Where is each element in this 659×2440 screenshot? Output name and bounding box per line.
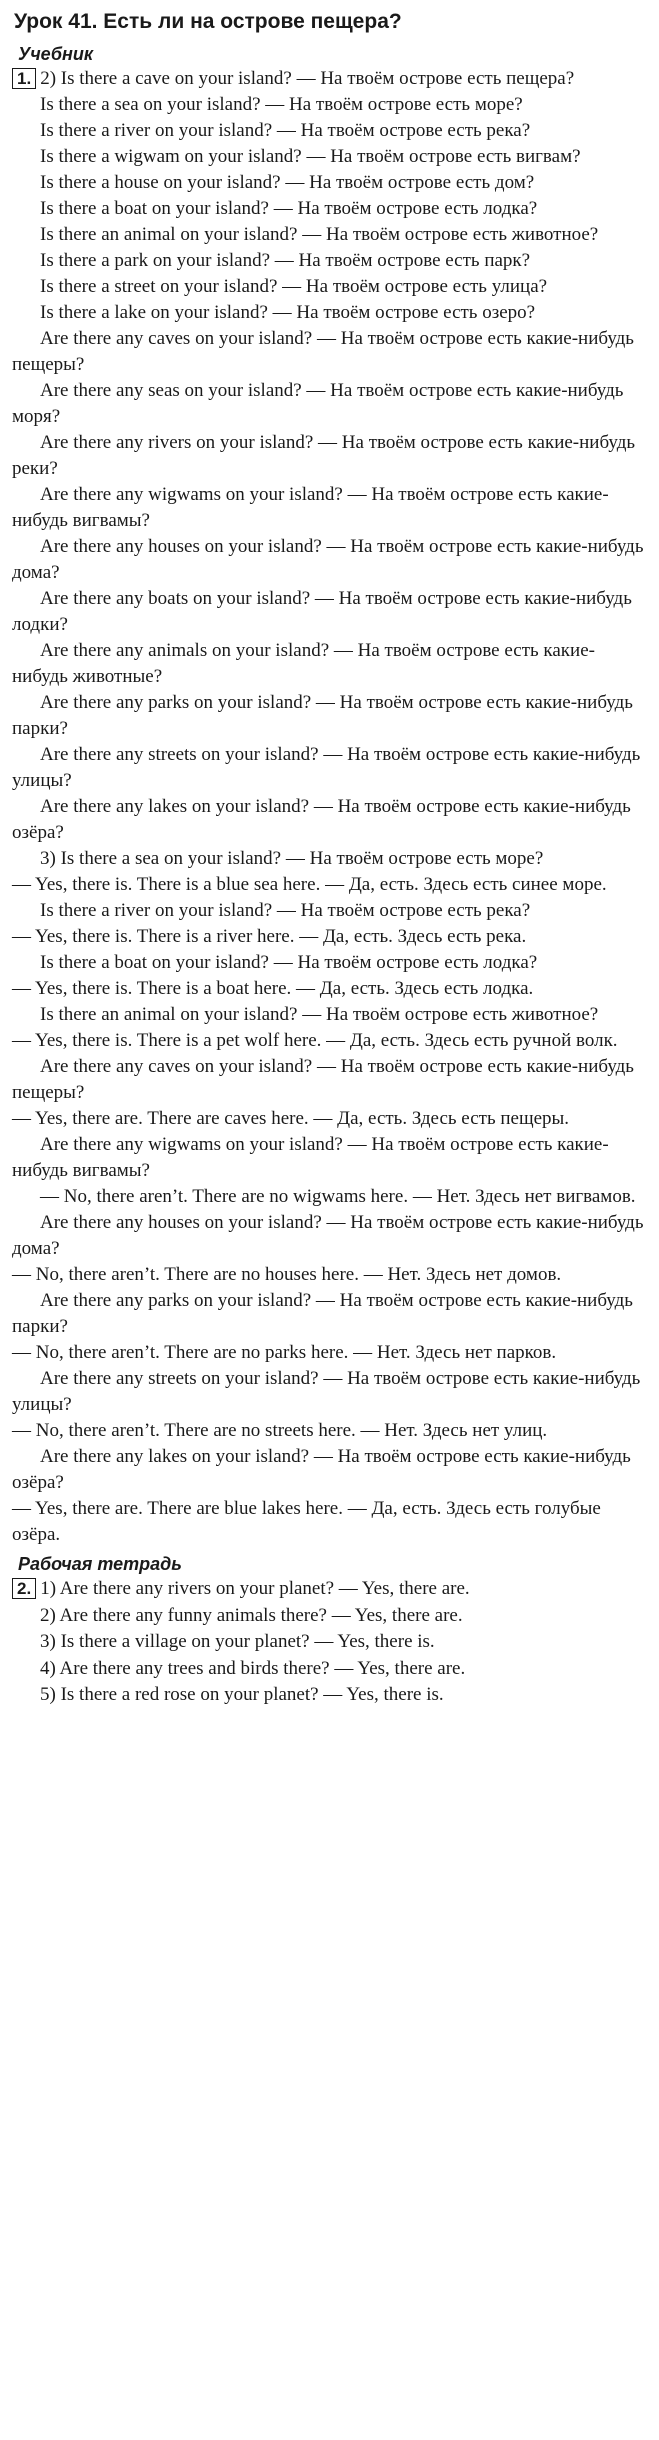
paragraph-text: Is there a sea on your island? — На твоём острове есть море?	[40, 94, 523, 115]
question-paragraph	[12, 1184, 649, 1210]
paragraph-text: Is there a river on your island? — На твоём острове есть река?	[40, 120, 531, 141]
question-paragraph	[12, 534, 649, 586]
paragraph-text: 1) Are there any rivers on your planet? — Yes, there are.	[40, 1578, 470, 1599]
paragraph-text: 4) Are there any trees and birds there? — Yes, there are.	[40, 1657, 466, 1679]
paragraph-text: Is there an animal on your island? — На твоём острове есть животное?	[40, 1004, 599, 1025]
paragraph-text: — Yes, there is. There is a pet wolf here. — Да, есть. Здесь есть ручной волк.	[12, 1030, 618, 1051]
paragraph-text: Are there any caves on your island? — На твоём острове есть какие-нибудь пещеры?	[12, 328, 634, 375]
paragraph-text: Is there a river on your island? — На твоём острове есть река?	[40, 900, 531, 921]
workbook-section-label: Рабочая тетрадь	[18, 1554, 182, 1574]
paragraph-text: Are there any wigwams on your island? — На твоём острове есть какие-нибудь вигвамы?	[12, 484, 609, 531]
paragraph-text: Is there a boat on your island? — На твоём острове есть лодка?	[40, 198, 538, 219]
paragraph-text: — Yes, there are. There are caves here. — Да, есть. Здесь есть пещеры.	[12, 1108, 570, 1129]
workbook-exercise	[12, 1576, 649, 1709]
paragraph-text: Is there a wigwam on your island? — На твоём острове есть вигвам?	[40, 146, 581, 167]
paragraph-text: Are there any rivers on your island? — На твоём острове есть какие-нибудь реки?	[12, 432, 636, 479]
question-paragraph	[12, 170, 649, 196]
paragraph-text: Is there an animal on your island? — На твоём острове есть животное?	[40, 224, 599, 245]
answer-paragraph	[12, 1496, 649, 1548]
question-paragraph	[12, 300, 649, 326]
question-paragraph	[12, 1444, 649, 1496]
paragraph-text: Is there a boat on your island? — На твоём острове есть лодка?	[40, 952, 538, 973]
lesson-title: Урок 41. Есть ли на острове пещера?	[14, 10, 402, 33]
paragraph-text: — No, there aren’t. There are no houses here. — Нет. Здесь нет домов.	[12, 1264, 562, 1285]
paragraph-text: Are there any seas on your island? — На твоём острове есть какие-нибудь моря?	[12, 380, 624, 427]
question-paragraph	[12, 1576, 649, 1603]
answer-paragraph	[12, 976, 649, 1002]
paragraph-text: Are there any parks on your island? — На твоём острове есть какие-нибудь парки?	[12, 692, 633, 739]
question-paragraph	[12, 66, 649, 92]
question-paragraph	[12, 118, 649, 144]
question-paragraph	[12, 92, 649, 118]
paragraph-text: Are there any streets on your island? — На твоём острове есть какие-нибудь улицы?	[12, 744, 641, 791]
paragraph-text: — Yes, there are. There are blue lakes here. — Да, есть. Здесь есть голубые озёра.	[12, 1498, 601, 1545]
question-paragraph	[12, 1603, 649, 1630]
question-paragraph	[12, 1656, 649, 1683]
paragraph-text: Are there any streets on your island? — На твоём острове есть какие-нибудь улицы?	[12, 1368, 641, 1415]
question-paragraph	[12, 690, 649, 742]
exercise-number-badge: 1.	[12, 68, 36, 89]
paragraph-text: — Yes, there is. There is a river here. — Да, есть. Здесь есть река.	[12, 926, 527, 947]
question-paragraph	[12, 950, 649, 976]
textbook-section-label: Учебник	[18, 44, 94, 64]
answer-paragraph	[12, 1106, 649, 1132]
question-paragraph	[12, 196, 649, 222]
answer-paragraph	[12, 872, 649, 898]
question-paragraph	[12, 378, 649, 430]
paragraph-text: Are there any parks on your island? — На твоём острове есть какие-нибудь парки?	[12, 1290, 633, 1337]
paragraph-text: Are there any caves on your island? — На твоём острове есть какие-нибудь пещеры?	[12, 1056, 634, 1103]
question-paragraph	[12, 586, 649, 638]
paragraph-text: Are there any wigwams on your island? — На твоём острове есть какие-нибудь вигвамы?	[12, 1134, 609, 1181]
paragraph-text: Are there any lakes on your island? — На твоём острове есть какие-нибудь озёра?	[12, 1446, 631, 1493]
paragraph-text: Is there a house on your island? — На твоём острове есть дом?	[40, 172, 535, 193]
answer-paragraph	[12, 1028, 649, 1054]
question-paragraph	[12, 248, 649, 274]
textbook-exercise	[12, 66, 649, 1548]
paragraph-text: — No, there aren’t. There are no wigwams here. — Нет. Здесь нет вигвамов.	[40, 1186, 636, 1207]
question-paragraph	[12, 326, 649, 378]
question-paragraph	[12, 846, 649, 872]
question-paragraph	[12, 1629, 649, 1656]
paragraph-text: Is there a lake on your island? — На твоём острове есть озеро?	[40, 302, 536, 323]
paragraph-text: Are there any houses on your island? — На твоём острове есть какие-нибудь дома?	[12, 1212, 644, 1259]
paragraph-text: 5) Is there a red rose on your planet? — Yes, there is.	[40, 1684, 444, 1705]
paragraph-text: Are there any animals on your island? — На твоём острове есть какие-нибудь животные?	[12, 640, 595, 687]
answer-paragraph	[12, 1262, 649, 1288]
paragraph-text: 3) Is there a sea on your island? — На твоём острове есть море?	[40, 848, 544, 869]
paragraph-text: Is there a street on your island? — На твоём острове есть улица?	[40, 276, 548, 297]
paragraph-text: Is there a park on your island? — На твоём острове есть парк?	[40, 250, 531, 271]
paragraph-text: — No, there aren’t. There are no streets here. — Нет. Здесь нет улиц.	[12, 1420, 548, 1441]
question-paragraph	[12, 1682, 649, 1709]
paragraph-text: 2) Are there any funny animals there? — Yes, there are.	[40, 1604, 463, 1626]
answer-paragraph	[12, 1418, 649, 1444]
question-paragraph	[12, 144, 649, 170]
question-paragraph	[12, 482, 649, 534]
paragraph-text: — Yes, there is. There is a boat here. — Да, есть. Здесь есть лодка.	[12, 978, 534, 999]
paragraph-text: Are there any lakes on your island? — На твоём острове есть какие-нибудь озёра?	[12, 796, 631, 843]
answer-paragraph	[12, 1340, 649, 1366]
question-paragraph	[12, 1054, 649, 1106]
paragraph-text: — No, there aren’t. There are no parks here. — Нет. Здесь нет парков.	[12, 1342, 557, 1363]
paragraph-text: 2) Is there a cave on your island? — На твоём острове есть пещера?	[40, 68, 575, 89]
paragraph-text: — Yes, there is. There is a blue sea here. — Да, есть. Здесь есть синее море.	[12, 874, 607, 895]
answer-paragraph	[12, 924, 649, 950]
question-paragraph	[12, 794, 649, 846]
question-paragraph	[12, 430, 649, 482]
question-paragraph	[12, 1288, 649, 1340]
paragraph-text: Are there any boats on your island? — На твоём острове есть какие-нибудь лодки?	[12, 588, 632, 635]
question-paragraph	[12, 898, 649, 924]
question-paragraph	[12, 1002, 649, 1028]
paragraph-text: 3) Is there a village on your planet? — Yes, there is.	[40, 1631, 435, 1652]
question-paragraph	[12, 274, 649, 300]
question-paragraph	[12, 222, 649, 248]
question-paragraph	[12, 1210, 649, 1262]
question-paragraph	[12, 742, 649, 794]
question-paragraph	[12, 1366, 649, 1418]
exercise-number-badge: 2.	[12, 1578, 36, 1599]
paragraph-text: Are there any houses on your island? — На твоём острове есть какие-нибудь дома?	[12, 536, 644, 583]
question-paragraph	[12, 638, 649, 690]
question-paragraph	[12, 1132, 649, 1184]
